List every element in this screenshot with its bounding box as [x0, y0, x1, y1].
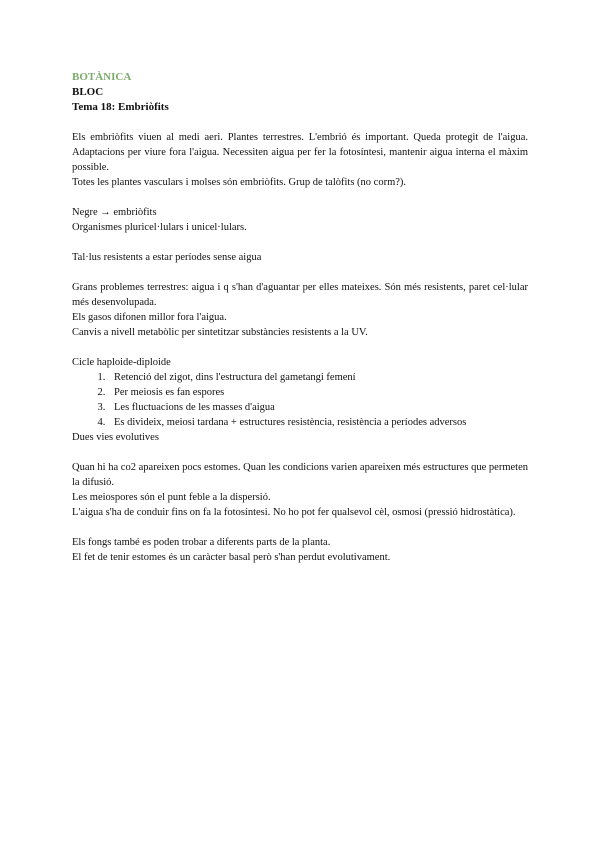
subject-heading: BOTÀNICA: [72, 71, 132, 83]
document-page: [72, 70, 528, 565]
paragraph: Quan hi ha co2 apareixen pocs estomes. Quan les condicions varien apareixen més estructures que permeten la difusió.: [72, 462, 528, 488]
paragraph: Les meiospores són el punt feble a la dispersió.: [72, 492, 271, 503]
paragraph: Els fongs també es poden trobar a diferents parts de la planta.: [72, 537, 331, 548]
paragraph: Cicle haploide-diploide: [72, 357, 171, 368]
paragraph: Organismes pluricel·lulars i unicel·lulars.: [72, 222, 247, 233]
paragraph: Els gasos difonen millor fora l'aigua.: [72, 312, 227, 323]
list-item: 2. Per meiosis es fan espores: [108, 385, 528, 400]
bloc-heading: BLOC: [72, 86, 104, 98]
paragraph: Dues vies evolutives: [72, 432, 159, 443]
paragraph: L'aigua s'ha de conduir fins on fa la fotosíntesi. No ho pot fer qualsevol cèl, osmosi (pressió hidrostàtica).: [72, 507, 516, 518]
paragraph: Negre → embriòfits: [72, 207, 157, 218]
list-item: 1. Retenció del zigot, dins l'estructura del gametangi femení: [108, 370, 528, 385]
list-item: 3. Les fluctuacions de les masses d'aigua: [108, 400, 528, 415]
paragraph: Els embriòfits viuen al medi aeri. Plantes terrestres. L'embrió és important. Queda protegit de l'aigua. Adaptacions per viure fora l'aigua. Necessiten aigua per fer la fotosíntesi, mantenir aigua interna el màxim possible.: [72, 132, 528, 173]
paragraph: Grans problemes terrestres: aigua i q s'han d'aguantar per elles mateixes. Són més resistents, paret cel·lular més desenvolupada.: [72, 282, 528, 308]
spacer: [72, 340, 528, 355]
spacer: [72, 265, 528, 280]
spacer: [72, 235, 528, 250]
numbered-list: [72, 370, 528, 430]
spacer: [72, 190, 528, 205]
paragraph: Tal·lus resistents a estar períodes sense aigua: [72, 252, 262, 263]
spacer: [72, 520, 528, 535]
spacer: [72, 115, 528, 130]
paragraph: Totes les plantes vasculars i molses són embriòfits. Grup de talòfits (no corm?).: [72, 177, 407, 188]
topic-heading: Tema 18: Embriòfits: [72, 101, 169, 113]
paragraph: Canvis a nivell metabòlic per sintetitzar substàncies resistents a la UV.: [72, 327, 368, 338]
paragraph: El fet de tenir estomes és un caràcter basal però s'han perdut evolutivament.: [72, 552, 391, 563]
list-item: 4. Es divideix, meiosi tardana + estructures resistència, resistència a períodes adversos: [108, 415, 528, 430]
spacer: [72, 445, 528, 460]
